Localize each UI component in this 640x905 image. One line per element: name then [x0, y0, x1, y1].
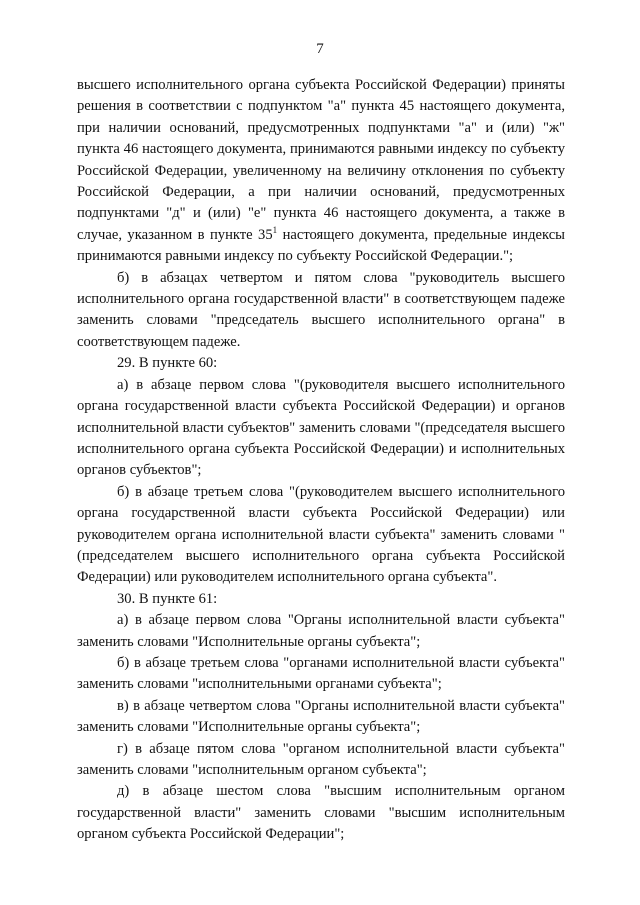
document-body	[77, 75, 565, 846]
paragraph-text: высшего исполнительного органа субъекта Российской Федерации) приняты решения в соответствии с подпунктом "а" пункта 45 настоящего документа, при наличии оснований, предусмотренных подпунктами "а" и (или) "ж" пункта 46 настоящего документа, принимаются равными индексу по субъекту Российской Федерации, увеличенному на величину отклонения по субъекту Российской Федерации, а при наличии оснований, предусмотренных подпунктами "д" и (или) "е" пункта 46 настоящего документа, а также в случае, указанном в пункте 35	[77, 77, 565, 243]
paragraph-item-a: а) в абзаце первом слова "Органы исполнительной власти субъекта" заменить словами "Исполнительные органы субъекта";	[77, 612, 565, 650]
paragraph-item-v: в) в абзаце четвертом слова "Органы исполнительной власти субъекта" заменить словами "Исполнительные органы субъекта";	[77, 697, 565, 736]
paragraph-item-d: д) в абзаце шестом слова "высшим исполнительным органом государственной власти" заменить словами "высшим исполнительным органом субъекта Российской Федерации";	[77, 783, 565, 843]
paragraph-point-30: 30. В пункте 61:	[117, 590, 218, 607]
page-number: 7	[316, 41, 324, 57]
paragraph-point-29: 29. В пункте 60:	[117, 355, 218, 372]
paragraph-item-b: б) в абзацах четвертом и пятом слова "руководитель высшего исполнительного органа государственной власти" в соответствующем падеже заменить словами "председатель высшего исполнительного органа" в соответствующем падеже.	[77, 269, 565, 350]
paragraph-text: настоящего документа, предельные индексы принимаются равными индексу по субъекту Российской Федерации.";	[77, 226, 565, 265]
paragraph-item-a: а) в абзаце первом слова "(руководителя высшего исполнительного органа государственной власти субъекта Российской Федерации) и органов исполнительной власти субъектов" заменить словами "(председателя высшего исполнительного органа субъекта Российской Федерации) и исполнительных органов субъектов";	[77, 376, 565, 479]
paragraph-item-b: б) в абзаце третьем слова "(руководителем высшего исполнительного органа государственной власти субъекта Российской Федерации) или руководителем органа исполнительной власти субъекта" заменить словами "(председателем высшего исполнительного органа субъекта Российской Федерации) или руководителем исполнительного органа субъекта".	[77, 483, 565, 586]
paragraph-item-g: г) в абзаце пятом слова "органом исполнительной власти субъекта" заменить словами "исполнительным органом субъекта";	[77, 740, 565, 778]
paragraph-continuation	[77, 75, 565, 268]
superscript: 1	[272, 224, 278, 235]
paragraph-item-b: б) в абзаце третьем слова "органами исполнительной власти субъекта" заменить словами "исполнительными органами субъекта";	[77, 654, 565, 693]
